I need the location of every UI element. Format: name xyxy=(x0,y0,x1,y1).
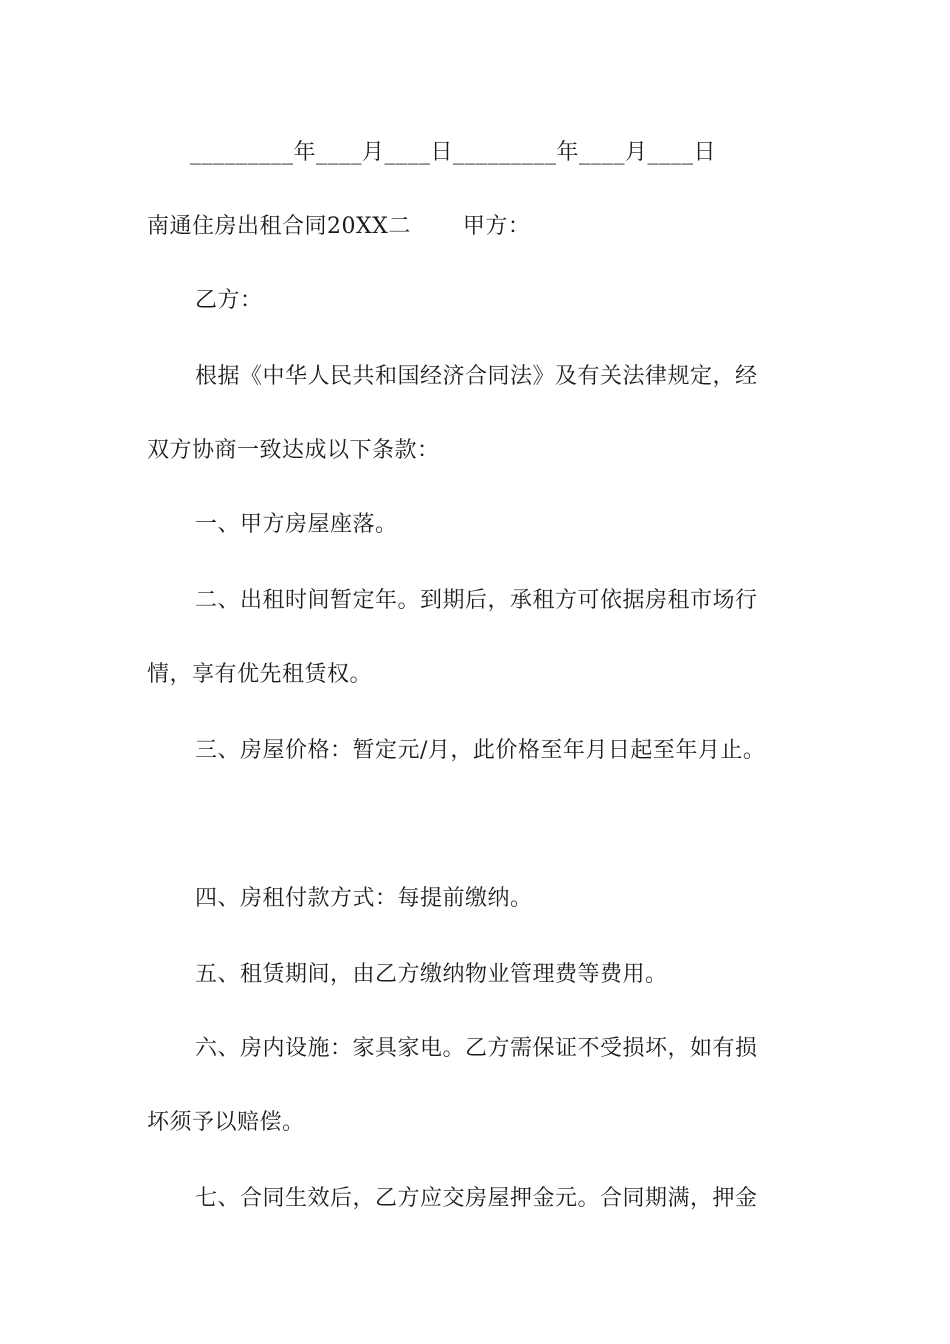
clause-2-line-1: 二、出租时间暂定年。到期后，承租方可依据房租市场行 xyxy=(195,588,758,613)
party-a-label: 甲方： xyxy=(462,214,531,239)
clause-7-line-1: 七、合同生效后，乙方应交房屋押金元。合同期满，押金 xyxy=(195,1186,758,1211)
party-b-label: 乙方： xyxy=(195,288,263,313)
clause-3: 三、房屋价格：暂定元/月，此价格至年月日起至年月止。 xyxy=(195,738,766,763)
clause-1: 一、甲方房屋座落。 xyxy=(195,512,398,537)
clause-5: 五、租赁期间，由乙方缴纳物业管理费等费用。 xyxy=(195,962,668,987)
clause-2-line-2: 情，享有优先租赁权。 xyxy=(147,662,373,687)
preamble-line-2: 双方协商一致达成以下条款： xyxy=(147,438,440,463)
clause-6-line-1: 六、房内设施：家具家电。乙方需保证不受损坏，如有损 xyxy=(195,1036,758,1061)
clause-4: 四、房租付款方式：每提前缴纳。 xyxy=(195,886,533,911)
date-line: _________年____月____日_________年____月____日 xyxy=(190,140,717,165)
clause-6-line-2: 坏须予以赔偿。 xyxy=(147,1110,305,1135)
title-line xyxy=(147,212,812,242)
contract-title: 南通住房出租合同20XX二 xyxy=(147,214,411,239)
preamble-line-1: 根据《中华人民共和国经济合同法》及有关法律规定，经 xyxy=(195,364,758,389)
